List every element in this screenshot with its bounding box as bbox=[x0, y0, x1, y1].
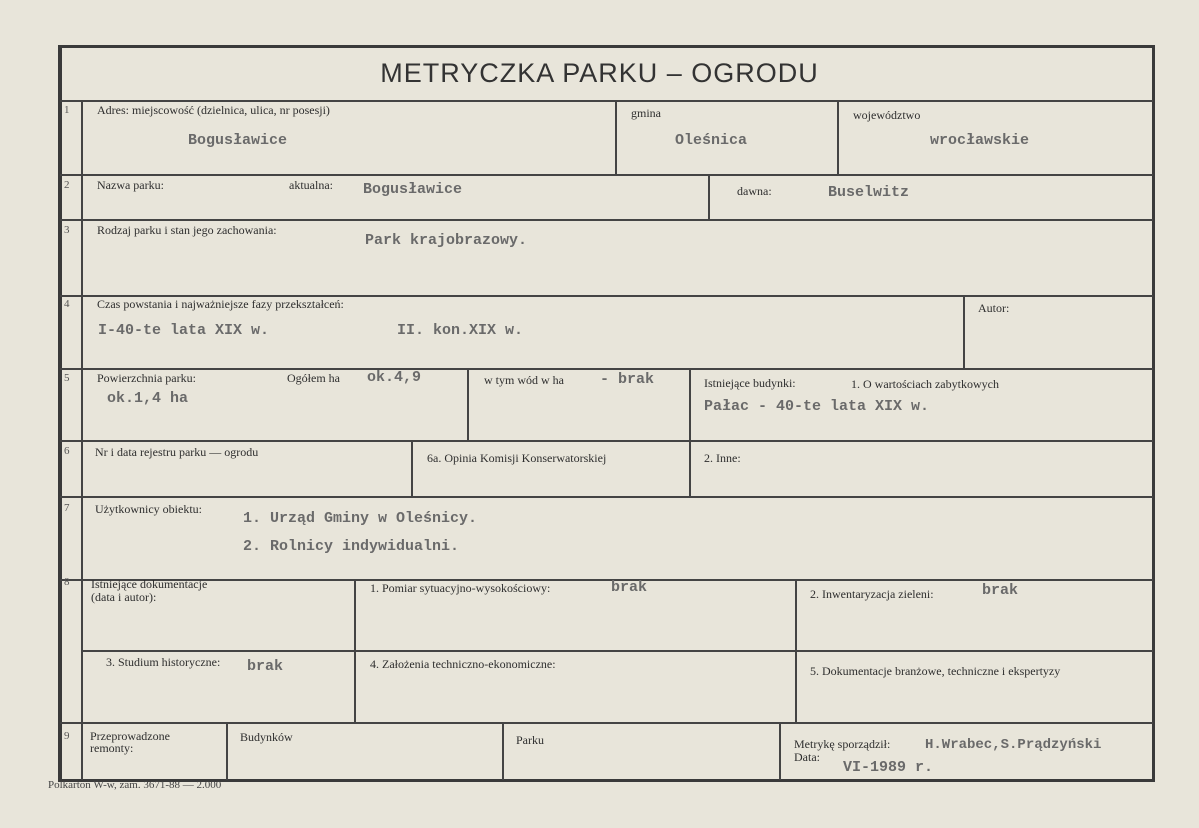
cell-divider bbox=[467, 368, 469, 440]
cell-divider bbox=[837, 100, 839, 174]
park-area-value: ok.1,4 ha bbox=[107, 390, 189, 407]
printer-footer: Polkarton W-w, zam. 3671-88 — 2.000 bbox=[48, 779, 222, 791]
row-number: 4 bbox=[64, 298, 70, 310]
current-name-value: Bogusławice bbox=[363, 181, 463, 198]
park-name-label: Nazwa parku: bbox=[97, 178, 164, 192]
row-number: 2 bbox=[64, 179, 70, 191]
repairs-sublabel: remonty: bbox=[90, 741, 134, 755]
row-divider bbox=[60, 722, 1153, 724]
author-label: Autor: bbox=[978, 301, 1010, 315]
row-number: 9 bbox=[64, 730, 70, 742]
greenery-label: 2. Inwentaryzacja zieleni: bbox=[810, 587, 934, 601]
repairs-label: Przeprowadzone bbox=[90, 729, 170, 743]
buildings-label: Istniejące budynki: bbox=[704, 376, 796, 390]
row-number: 5 bbox=[64, 372, 70, 384]
tech-econ-label: 4. Założenia techniczno-ekonomiczne: bbox=[370, 657, 556, 671]
docs-sublabel: (data i autor): bbox=[91, 590, 157, 604]
row-number: 7 bbox=[64, 502, 70, 514]
row-divider bbox=[60, 496, 1153, 498]
row-divider bbox=[81, 650, 1153, 652]
heritage-value: Pałac - 40-te lata XIX w. bbox=[704, 398, 930, 415]
row-number: 3 bbox=[64, 224, 70, 236]
phase-2-value: II. kon.XIX w. bbox=[397, 322, 524, 339]
greenery-value: brak bbox=[982, 582, 1019, 599]
voivodeship-label: województwo bbox=[853, 108, 921, 122]
park-type-value: Park krajobrazowy. bbox=[365, 232, 528, 249]
cell-divider bbox=[779, 722, 781, 780]
former-name-label: dawna: bbox=[737, 184, 772, 198]
user-2-value: 2. Rolnicy indywidualni. bbox=[243, 538, 460, 555]
row-number: 8 bbox=[64, 576, 70, 588]
user-1-value: 1. Urząd Gminy w Oleśnicy. bbox=[243, 510, 478, 527]
survey-value: brak bbox=[611, 579, 648, 596]
total-area-label: Ogółem ha bbox=[287, 371, 340, 385]
row-divider bbox=[60, 100, 1153, 102]
water-label: w tym wód w ha bbox=[484, 373, 564, 387]
prepared-by-label: Metrykę sporządził: bbox=[794, 737, 891, 751]
cell-divider bbox=[226, 722, 228, 780]
users-label: Użytkownicy obiektu: bbox=[95, 502, 202, 516]
history-label: 3. Studium historyczne: bbox=[106, 655, 221, 669]
water-value: - brak bbox=[600, 371, 655, 388]
area-label: Powierzchnia parku: bbox=[97, 371, 196, 385]
date-label: Data: bbox=[794, 750, 820, 764]
form-title: METRYCZKA PARKU – OGRODU bbox=[380, 58, 819, 88]
cell-divider bbox=[615, 100, 617, 174]
cell-divider bbox=[689, 368, 691, 496]
buildings-repairs-label: Budynków bbox=[240, 730, 293, 744]
phases-label: Czas powstania i najważniejsze fazy przekształceń: bbox=[97, 297, 344, 311]
row-number: 6 bbox=[64, 445, 70, 457]
other-buildings-label: 2. Inne: bbox=[704, 451, 741, 465]
docs-label: Istniejące dokumentacje bbox=[91, 577, 208, 591]
cell-divider bbox=[411, 440, 413, 496]
date-value: VI-1989 r. bbox=[843, 759, 934, 776]
total-area-value: ok.4,9 bbox=[367, 369, 422, 386]
gmina-value: Oleśnica bbox=[675, 132, 748, 149]
park-repairs-label: Parku bbox=[516, 733, 544, 747]
register-label: Nr i data rejestru parku — ogrodu bbox=[95, 445, 259, 459]
address-value: Bogusławice bbox=[188, 132, 288, 149]
former-name-value: Buselwitz bbox=[828, 184, 910, 201]
cell-divider bbox=[795, 579, 797, 722]
row-number: 1 bbox=[64, 104, 70, 116]
opinion-label: 6a. Opinia Komisji Konserwatorskiej bbox=[427, 451, 607, 465]
history-value: brak bbox=[247, 658, 284, 675]
row-divider bbox=[60, 219, 1153, 221]
gmina-label: gmina bbox=[631, 106, 661, 120]
branch-docs-label: 5. Dokumentacje branżowe, techniczne i ekspertyzy bbox=[810, 664, 1061, 678]
heritage-label: 1. O wartościach zabytkowych bbox=[851, 377, 999, 391]
prepared-by-value: H.Wrabec,S.Prądzyński bbox=[925, 737, 1102, 753]
row-divider bbox=[60, 579, 1153, 581]
cell-divider bbox=[963, 295, 965, 368]
address-label: Adres: miejscowość (dzielnica, ulica, nr posesji) bbox=[97, 103, 330, 117]
row-divider bbox=[60, 368, 1153, 370]
current-name-label: aktualna: bbox=[289, 178, 333, 192]
cell-divider bbox=[502, 722, 504, 780]
phase-1-value: I-40-te lata XIX w. bbox=[98, 322, 270, 339]
row-divider bbox=[60, 174, 1153, 176]
survey-label: 1. Pomiar sytuacyjno-wysokościowy: bbox=[370, 581, 551, 595]
cell-divider bbox=[708, 174, 710, 219]
row-divider bbox=[60, 440, 1153, 442]
voivodeship-value: wrocławskie bbox=[930, 132, 1030, 149]
cell-divider bbox=[354, 579, 356, 722]
park-type-label: Rodzaj parku i stan jego zachowania: bbox=[97, 223, 277, 237]
